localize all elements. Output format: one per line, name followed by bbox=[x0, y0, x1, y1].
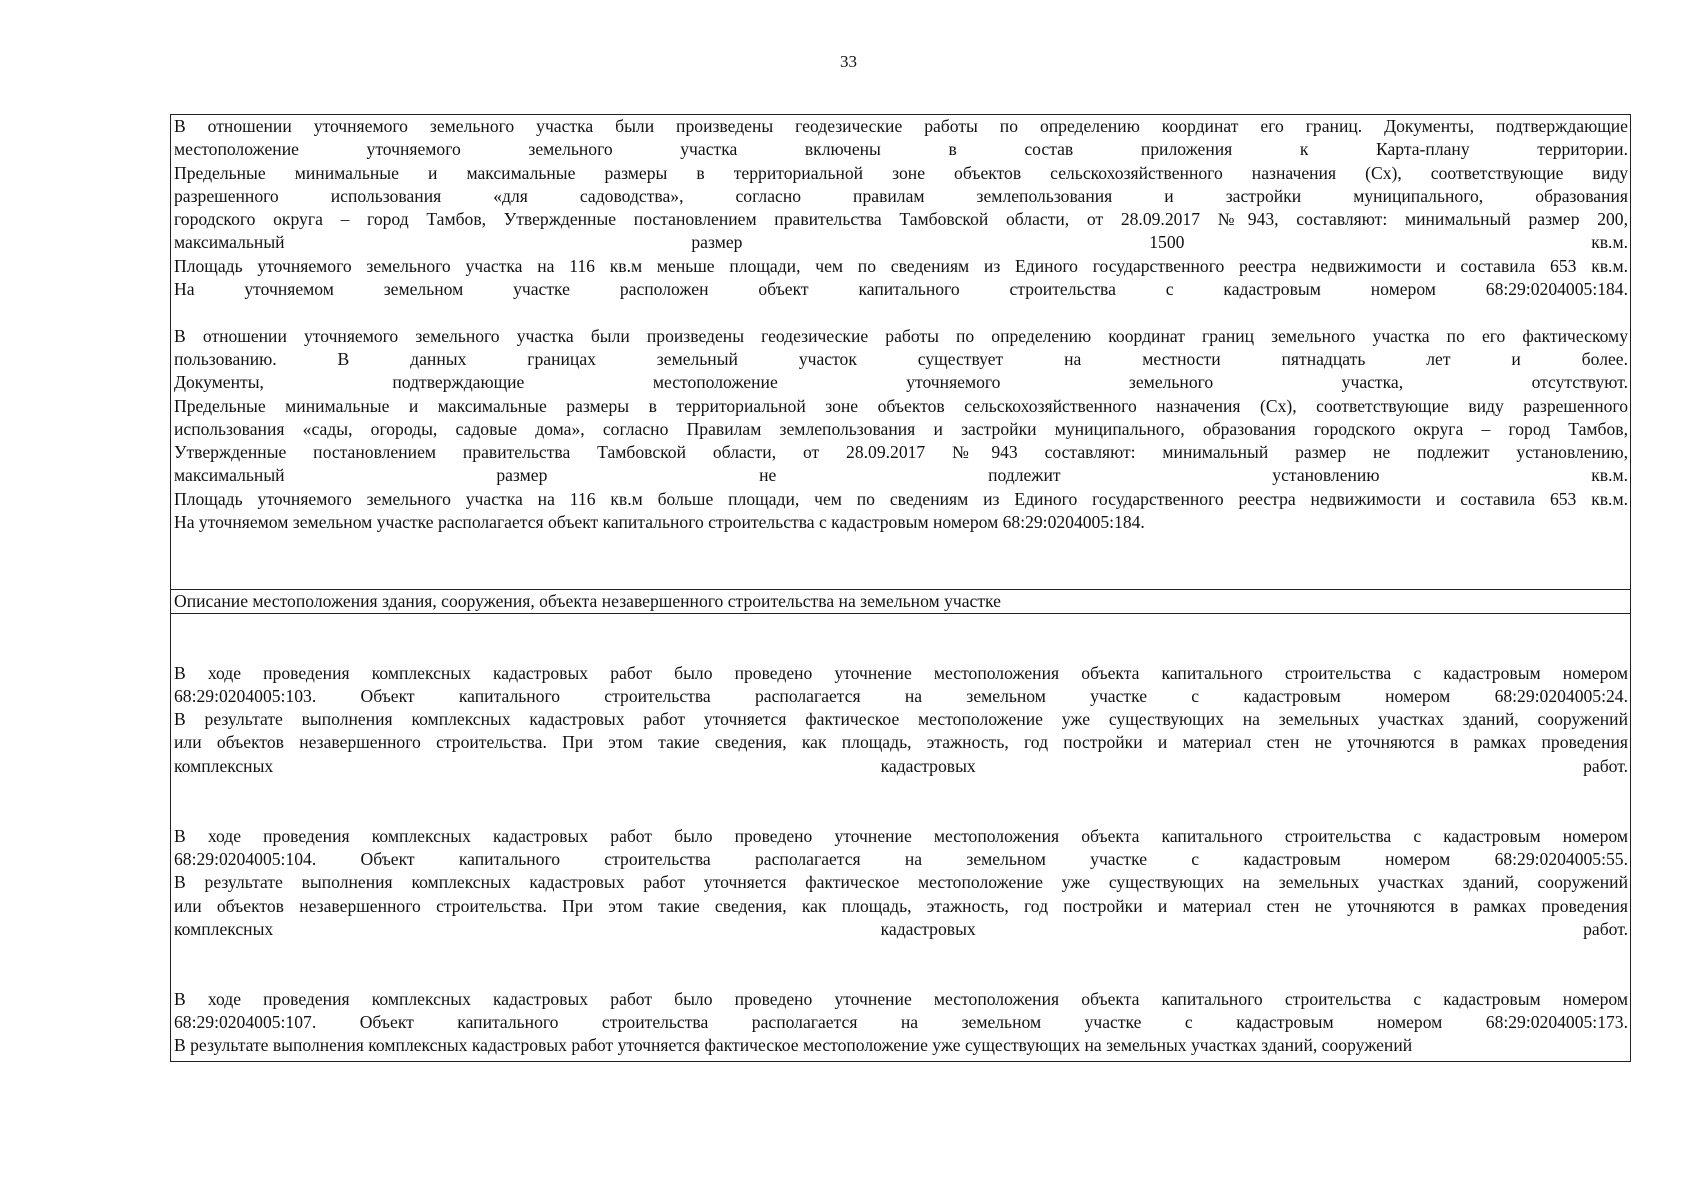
spacer bbox=[174, 615, 1628, 662]
text-line: комплексных кадастровых работ. bbox=[174, 755, 1628, 776]
text-line: 68:29:0204005:103. Объект капитального строительства располагается на земельном участке с кадастровым номером 68:29:0204005:24. bbox=[174, 685, 1628, 706]
text-line: Площадь уточняемого земельного участка на 116 кв.м меньше площади, чем по сведениям из Единого государственного реестра недвижимости и составила 653 кв.м. bbox=[174, 255, 1628, 276]
text-line: комплексных кадастровых работ. bbox=[174, 918, 1628, 939]
spacer bbox=[174, 301, 1628, 324]
text-line: В ходе проведения комплексных кадастровых работ было проведено уточнение местоположения объекта капитального строительства с кадастровым номером bbox=[174, 662, 1628, 683]
text-line: разрешенного использования «для садоводства», согласно правилам землепользования и застройки муниципального, образования bbox=[174, 185, 1628, 206]
text-line: городского округа – город Тамбов, Утвержденные постановлением правительства Тамбовской области, от 28.09.2017 №943, составляют: минимальный размер 200, bbox=[174, 209, 1628, 230]
text-line: Утвержденные постановлением правительства Тамбовской области, от 28.09.2017 №943 составляют: минимальный размер не подлежит установлению, bbox=[174, 442, 1628, 463]
document-table bbox=[170, 114, 1631, 1062]
text-line: Площадь уточняемого земельного участка на 116 кв.м больше площади, чем по сведениям из Единого государственного реестра недвижимости и составила 653 кв.м. bbox=[174, 488, 1628, 509]
paragraph-geodetic-works-2 bbox=[174, 325, 1628, 535]
text-line: Предельные минимальные и максимальные размеры в территориальной зоне объектов сельскохозяйственного назначения (Сх), соответствующие виду разрешенного bbox=[174, 395, 1628, 416]
paragraph-geodetic-works-1 bbox=[174, 115, 1628, 301]
spacer bbox=[174, 941, 1628, 988]
text-line: В результате выполнения комплексных кадастровых работ уточняется фактическое местоположение уже существующих на земельных участках зданий, сооружений bbox=[174, 1035, 1413, 1056]
text-line: или объектов незавершенного строительства. При этом такие сведения, как площадь, этажность, год постройки и материал стен не уточняются в рамках проведения bbox=[174, 732, 1628, 753]
text-line: или объектов незавершенного строительства. При этом такие сведения, как площадь, этажность, год постройки и материал стен не уточняются в рамках проведения bbox=[174, 895, 1628, 916]
heading-text: Описание местоположения здания, сооружения, объекта незавершенного строительства на земельном участке bbox=[174, 591, 1001, 611]
section-heading bbox=[171, 589, 1630, 614]
text-line: В отношении уточняемого земельного участка были произведены геодезические работы по определению координат границ земельного участка по его фактическому bbox=[174, 325, 1628, 346]
text-line: пользованию. В данных границах земельный участок существует на местности пятнадцать лет и более. bbox=[174, 348, 1628, 369]
building-location-cell bbox=[171, 615, 1630, 1061]
text-line: Документы, подтверждающие местоположение уточняемого земельного участка, отсутствуют. bbox=[174, 372, 1628, 393]
text-line: максимальный размер не подлежит установлению кв.м. bbox=[174, 465, 1628, 486]
text-line: В результате выполнения комплексных кадастровых работ уточняется фактическое местоположение уже существующих на земельных участках зданий, сооружений bbox=[174, 872, 1628, 893]
spacer bbox=[174, 778, 1628, 825]
text-line: 68:29:0204005:104. Объект капитального строительства располагается на земельном участке с кадастровым номером 68:29:0204005:55. bbox=[174, 848, 1628, 869]
page-number: 33 bbox=[840, 52, 857, 71]
text-line: На уточняемом земельном участке расположен объект капитального строительства с кадастровым номером 68:29:0204005:184. bbox=[174, 279, 1628, 300]
text-line: использования «сады, огороды, садовые дома», согласно Правилам землепользования и застройки муниципального, образования городского округа – город Тамбов, bbox=[174, 418, 1628, 439]
text-line: 68:29:0204005:107. Объект капитального строительства располагается на земельном участке с кадастровым номером 68:29:0204005:173. bbox=[174, 1012, 1628, 1033]
text-line: местоположение уточняемого земельного участка включены в состав приложения к Карта-плану территории. bbox=[174, 139, 1628, 160]
text-line: Предельные минимальные и максимальные размеры в территориальной зоне объектов сельскохозяйственного назначения (Сх), соответствующие виду bbox=[174, 162, 1628, 183]
text-line: В ходе проведения комплексных кадастровых работ было проведено уточнение местоположения объекта капитального строительства с кадастровым номером bbox=[174, 988, 1628, 1009]
text-line: На уточняемом земельном участке располагается объект капитального строительства с кадастровым номером 68:29:0204005:184. bbox=[174, 512, 1145, 533]
text-line: В отношении уточняемого земельного участка были произведены геодезические работы по определению координат его границ. Документы, подтверждающие bbox=[174, 116, 1628, 136]
text-line: В результате выполнения комплексных кадастровых работ уточняется фактическое местоположение уже существующих на земельных участках зданий, сооружений bbox=[174, 709, 1628, 730]
paragraph-building-104 bbox=[174, 825, 1628, 941]
land-plot-description-cell bbox=[171, 115, 1630, 589]
paragraph-building-107 bbox=[174, 988, 1628, 1058]
text-line: максимальный размер 1500 кв.м. bbox=[174, 232, 1628, 253]
paragraph-building-103 bbox=[174, 662, 1628, 778]
text-line: В ходе проведения комплексных кадастровых работ было проведено уточнение местоположения объекта капитального строительства с кадастровым номером bbox=[174, 825, 1628, 846]
